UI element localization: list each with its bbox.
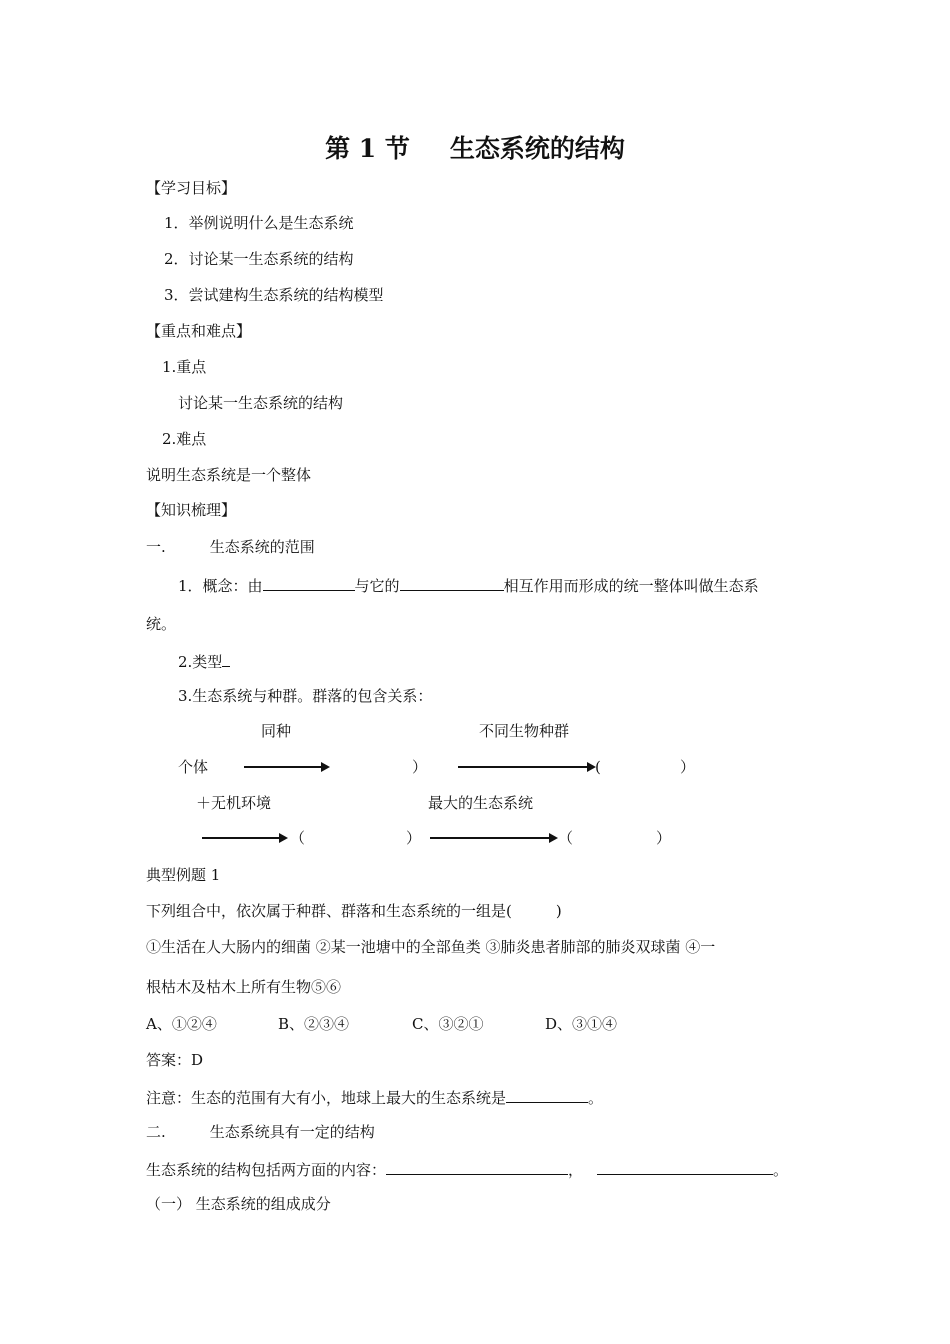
concept-line [178, 574, 759, 596]
goal-item-3: 3．尝试建构生态系统的结构模型 [164, 286, 384, 304]
blank-line[interactable] [400, 574, 504, 591]
paren-close: ） [412, 758, 428, 776]
blank-line[interactable] [506, 1086, 588, 1103]
label-individual: 个体 [178, 758, 209, 776]
key-point-text: 讨论某一生态系统的结构 [178, 394, 344, 412]
section-2-title: 生态系统具有一定的结构 [209, 1123, 375, 1141]
concept-continued: 统。 [146, 615, 177, 633]
concept-part-c: 相互作用而形成的统一整体叫做生态系 [503, 577, 759, 595]
structure-text: 生态系统的结构包括两方面的内容： [146, 1161, 387, 1179]
section-1-number: 一. [146, 538, 166, 556]
option-c: C、③②① [412, 1015, 484, 1033]
structure-period: 。 [773, 1161, 789, 1179]
paren-close: ） [656, 829, 672, 847]
structure-comma: ， [568, 1161, 584, 1179]
note-end: 。 [588, 1089, 604, 1107]
example-heading: 典型例题 1 [146, 866, 221, 884]
label-largest-ecosystem: 最大的生态系统 [428, 794, 534, 812]
blank-line[interactable] [386, 1158, 568, 1175]
knowledge-heading: 【知识梳理】 [146, 501, 237, 519]
question-end: ) [555, 902, 562, 920]
section-number: 第 1 节 [325, 134, 410, 163]
example-items-line-1: ①生活在人大肠内的细菌 ②某一池塘中的全部鱼类 ③肺炎患者肺部的肺炎双球菌 ④一 [146, 938, 716, 956]
goal-item-1: 1．举例说明什么是生态系统 [164, 214, 354, 232]
arrow-right-icon [244, 766, 328, 768]
type-line [178, 650, 230, 672]
arrow-right-icon [430, 837, 556, 839]
section-name: 生态系统的结构 [449, 134, 625, 163]
section-1-heading [146, 537, 315, 557]
note-text: 注意：生态的范围有大有小，地球上最大的生态系统是 [146, 1089, 507, 1107]
arrow-right-icon [458, 766, 594, 768]
relation-line: 3.生态系统与种群。群落的包含关系： [178, 687, 433, 705]
paren-open: （ [290, 829, 306, 847]
paren-open: （ [558, 829, 574, 847]
structure-line [146, 1158, 788, 1180]
option-a: A、①②④ [146, 1015, 217, 1033]
goals-heading: 【学习目标】 [146, 179, 237, 197]
type-label: 2.类型 [178, 653, 223, 671]
option-d: D、③①④ [545, 1015, 618, 1033]
subsection-heading: （一） 生态系统的组成成分 [146, 1195, 331, 1213]
concept-part-a: 1．概念：由 [178, 577, 263, 595]
concept-part-b: 与它的 [354, 577, 400, 595]
difficult-point-text: 说明生态系统是一个整体 [146, 466, 312, 484]
label-different-populations: 不同生物种群 [479, 722, 570, 740]
page-title [0, 132, 950, 166]
goal-item-2: 2．讨论某一生态系统的结构 [164, 250, 354, 268]
label-same-species: 同种 [261, 722, 292, 740]
paren-close: ） [406, 829, 422, 847]
blank-line[interactable] [263, 574, 355, 591]
example-answer: 答案：D [146, 1051, 204, 1069]
question-text: 下列组合中，依次属于种群、群落和生态系统的一组是( [146, 902, 512, 920]
option-b: B、②③④ [278, 1015, 350, 1033]
blank-line[interactable] [597, 1158, 773, 1175]
arrow-right-icon [202, 837, 286, 839]
blank-line[interactable] [222, 650, 230, 667]
difficult-point-label: 2.难点 [162, 430, 207, 448]
label-inorganic-environment: ＋无机环境 [196, 794, 272, 812]
section-1-title: 生态系统的范围 [209, 538, 315, 556]
paren-open: ( [595, 758, 601, 776]
example-question [146, 901, 562, 921]
section-2-number: 二. [146, 1123, 166, 1141]
example-note [146, 1086, 603, 1108]
example-items-line-2: 根枯木及枯木上所有生物⑤⑥ [146, 978, 342, 996]
paren-close: ） [680, 758, 696, 776]
section-2-heading [146, 1122, 375, 1142]
key-point-label: 1.重点 [162, 358, 207, 376]
key-heading: 【重点和难点】 [146, 322, 252, 340]
